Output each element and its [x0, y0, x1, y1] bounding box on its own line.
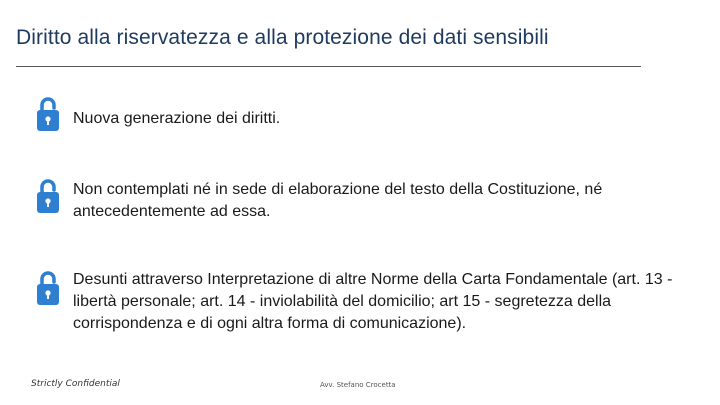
lock-icon — [37, 270, 59, 306]
footer-confidentiality: Strictly Confidential — [31, 379, 120, 389]
bullet-text: Desunti attraverso Interpretazione di altre Norme della Carta Fondamentale (art. 13 - libertà personale; art. 14 - inviolabilità del domicilio; art 15 - segretezza della corrispondenza e di ogni altra forma di comunicazione). — [73, 271, 673, 332]
bullet-text: Non contemplati né in sede di elaborazione del testo della Costituzione, né antecedentemente ad essa. — [73, 181, 603, 220]
bullet-text: Nuova generazione dei diritti. — [73, 110, 281, 127]
title-divider — [16, 66, 641, 67]
lock-icon — [37, 178, 59, 214]
lock-icon — [37, 96, 59, 132]
slide-title: Diritto alla riservatezza e alla protezione dei dati sensibili — [16, 26, 549, 49]
footer-author: Avv. Stefano Crocetta — [320, 381, 396, 389]
